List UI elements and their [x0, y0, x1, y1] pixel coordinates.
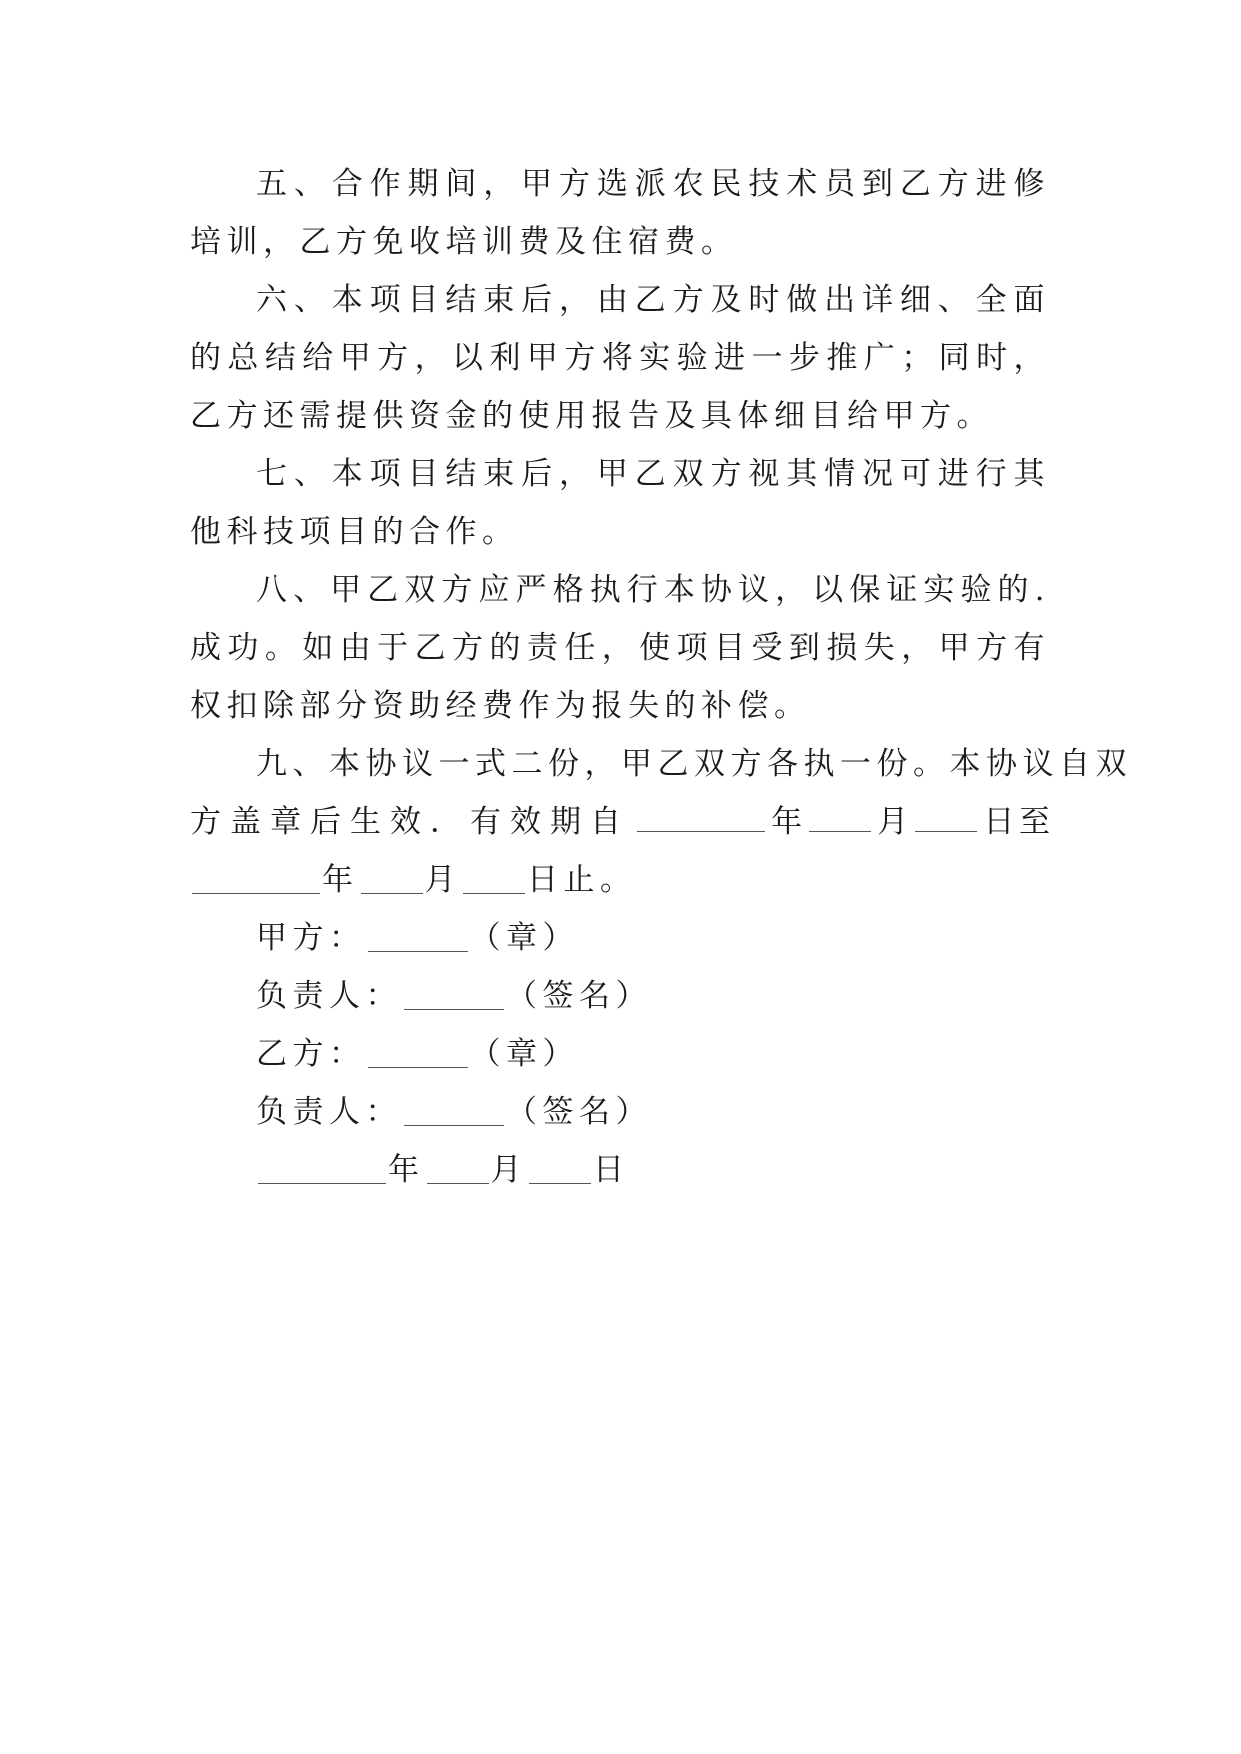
party-a-seal: （章） — [469, 920, 579, 956]
sign-day-blank[interactable] — [529, 1153, 591, 1184]
clause-9-line-2 — [190, 793, 1050, 851]
end-day-blank[interactable] — [463, 863, 525, 894]
signature-note: （签名） — [506, 1094, 652, 1130]
clause-8: 八、甲乙双方应严格执行本协议，以保证实验的.成功。如由于乙方的责任，使项目受到损失，甲方有权扣除部分资助经费作为报失的补偿。 — [190, 572, 1050, 724]
year-char: 年 — [322, 862, 359, 898]
clause-7: 七、本项目结束后，甲乙双方视其情况可进行其他科技项目的合作。 — [190, 456, 1050, 550]
start-year-blank[interactable] — [637, 801, 765, 832]
party-a-responsible-blank[interactable] — [404, 979, 504, 1010]
year-char: 年 — [771, 804, 803, 840]
clause-9-line-1: 九、本协议一式二份，甲乙双方各执一份。本协议自双 — [256, 746, 1132, 782]
signature-block — [190, 909, 1050, 1199]
party-a-line — [190, 909, 1050, 967]
day-char: 日 — [527, 862, 564, 898]
party-b-responsible-blank[interactable] — [404, 1095, 504, 1126]
day-char: 日 — [983, 804, 1015, 840]
sign-date-line — [190, 1141, 1050, 1199]
end-text: 止。 — [563, 862, 637, 898]
month-char: 月 — [877, 804, 909, 840]
clause-9-line-3 — [190, 851, 1050, 909]
signature-note: （签名） — [506, 978, 652, 1014]
clause-5: 五、合作期间，甲方选派农民技术员到乙方进修培训，乙方免收培训费及住宿费。 — [190, 166, 1050, 260]
responsible-label: 负责人： — [256, 1094, 402, 1130]
year-char: 年 — [388, 1152, 425, 1188]
clause-9-effective-text: 方盖章后生效．有效期自 — [190, 804, 630, 840]
party-b-line — [190, 1025, 1050, 1083]
responsible-label: 负责人： — [256, 978, 402, 1014]
to-char: 至 — [1018, 804, 1050, 840]
clause-9 — [190, 735, 1132, 909]
month-char: 月 — [490, 1152, 527, 1188]
party-b-responsible-line — [190, 1083, 1050, 1141]
sign-year-blank[interactable] — [258, 1153, 386, 1184]
party-b-label: 乙方： — [256, 1036, 366, 1072]
sign-month-blank[interactable] — [427, 1153, 489, 1184]
month-char: 月 — [424, 862, 461, 898]
party-a-blank[interactable] — [368, 921, 468, 952]
party-a-label: 甲方： — [256, 920, 366, 956]
end-year-blank[interactable] — [192, 863, 320, 894]
end-month-blank[interactable] — [361, 863, 423, 894]
party-b-blank[interactable] — [368, 1037, 468, 1068]
document-page — [190, 155, 1132, 1199]
party-a-responsible-line — [190, 967, 1050, 1025]
party-b-seal: （章） — [469, 1036, 579, 1072]
day-char: 日 — [593, 1152, 630, 1188]
clause-6: 六、本项目结束后，由乙方及时做出详细、全面的总结给甲方，以利甲方将实验进一步推广；同时，乙方还需提供资金的使用报告及具体细目给甲方。 — [190, 282, 1050, 434]
start-month-blank[interactable] — [809, 801, 871, 832]
start-day-blank[interactable] — [915, 801, 977, 832]
